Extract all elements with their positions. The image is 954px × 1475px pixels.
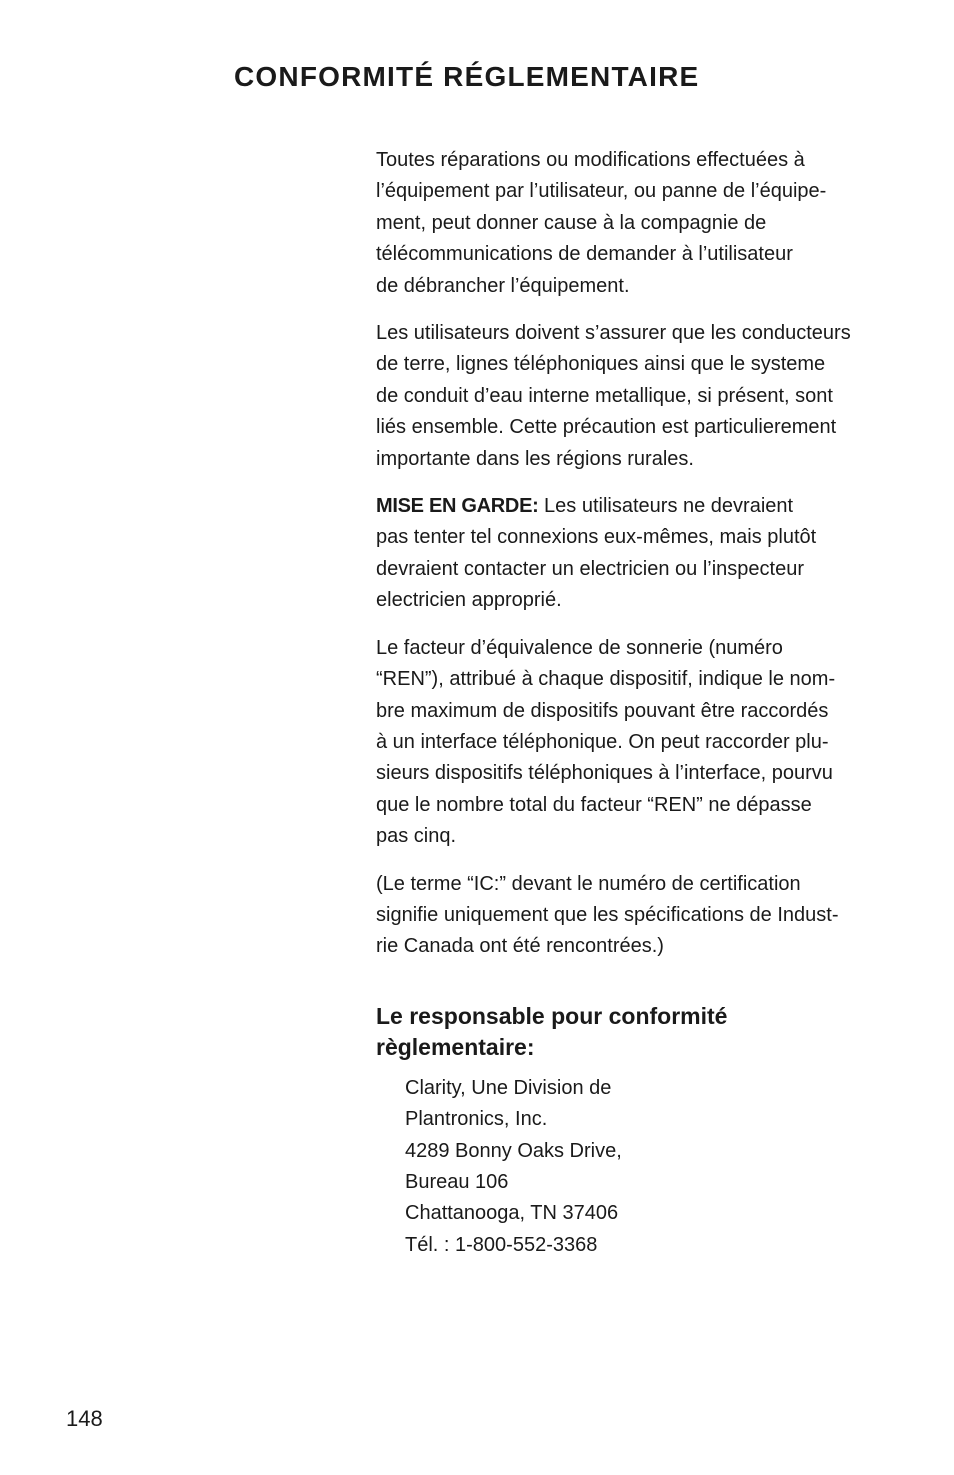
text-line: à un interface téléphonique. On peut raccorder plu-	[376, 730, 829, 753]
text-line: electricien approprié.	[376, 589, 562, 612]
text-line: télécommunications de demander à l’utilisateur	[376, 243, 793, 266]
text-line	[376, 491, 901, 522]
text-line: de débrancher l’équipement.	[376, 274, 630, 297]
responsible-address	[376, 1073, 901, 1261]
text-line: Toutes réparations ou modifications effectuées à	[376, 149, 805, 171]
text-line: Le facteur d’équivalence de sonnerie (numéro	[376, 636, 783, 659]
heading-line: règlementaire:	[376, 1033, 535, 1060]
address-line: Bureau 106	[405, 1170, 509, 1193]
section-title: CONFORMITÉ RÉGLEMENTAIRE	[234, 61, 700, 92]
text-line: bre maximum de dispositifs pouvant être raccordés	[376, 699, 829, 722]
text-line: devraient contacter un electricien ou l’inspecteur	[376, 557, 805, 580]
text-line: que le nombre total du facteur “REN” ne dépasse	[376, 793, 812, 816]
text-line: Les utilisateurs doivent s’assurer que les conducteurs	[376, 322, 851, 345]
text-line: de conduit d’eau interne metallique, si présent, sont	[376, 384, 833, 407]
caution-label: MISE EN GARDE:	[376, 495, 539, 518]
main-content	[376, 145, 901, 1261]
text-line: importante dans les régions rurales.	[376, 447, 694, 470]
paragraph-caution	[376, 491, 901, 617]
caution-text: Les utilisateurs ne devraient	[538, 495, 794, 518]
text-line: pas cinq.	[376, 825, 457, 848]
text-line: sieurs dispositifs téléphoniques à l’interface, pourvu	[376, 762, 833, 785]
text-line: “REN”), attribué à chaque dispositif, indique le nom-	[376, 668, 836, 691]
phone-line: Tél. : 1-800-552-3368	[405, 1233, 598, 1256]
page-number: 148	[66, 1406, 103, 1431]
address-line: 4289 Bonny Oaks Drive,	[405, 1139, 622, 1162]
address-line: Chattanooga, TN 37406	[405, 1202, 619, 1225]
text-line: rie Canada ont été rencontrées.)	[376, 935, 664, 958]
address-line: Plantronics, Inc.	[405, 1108, 548, 1131]
text-line: (Le terme “IC:” devant le numéro de certification	[376, 872, 801, 895]
responsible-heading	[376, 1001, 901, 1063]
text-line: de terre, lignes téléphoniques ainsi que le systeme	[376, 353, 826, 376]
paragraph-repairs	[376, 145, 901, 302]
heading-line: Le responsable pour conformité	[376, 1002, 728, 1029]
text-line: liés ensemble. Cette précaution est particulierement	[376, 416, 837, 439]
paragraph-ren	[376, 633, 901, 853]
text-line: pas tenter tel connexions eux-mêmes, mais plutôt	[376, 526, 817, 549]
paragraph-grounding	[376, 318, 901, 475]
text-line: signifie uniquement que les spécifications de Indust-	[376, 903, 839, 926]
paragraph-ic	[376, 869, 901, 963]
text-line: ment, peut donner cause à la compagnie de	[376, 211, 767, 234]
text-line: l’équipement par l’utilisateur, ou panne de l’équipe-	[376, 180, 827, 203]
address-line: Clarity, Une Division de	[405, 1076, 612, 1099]
